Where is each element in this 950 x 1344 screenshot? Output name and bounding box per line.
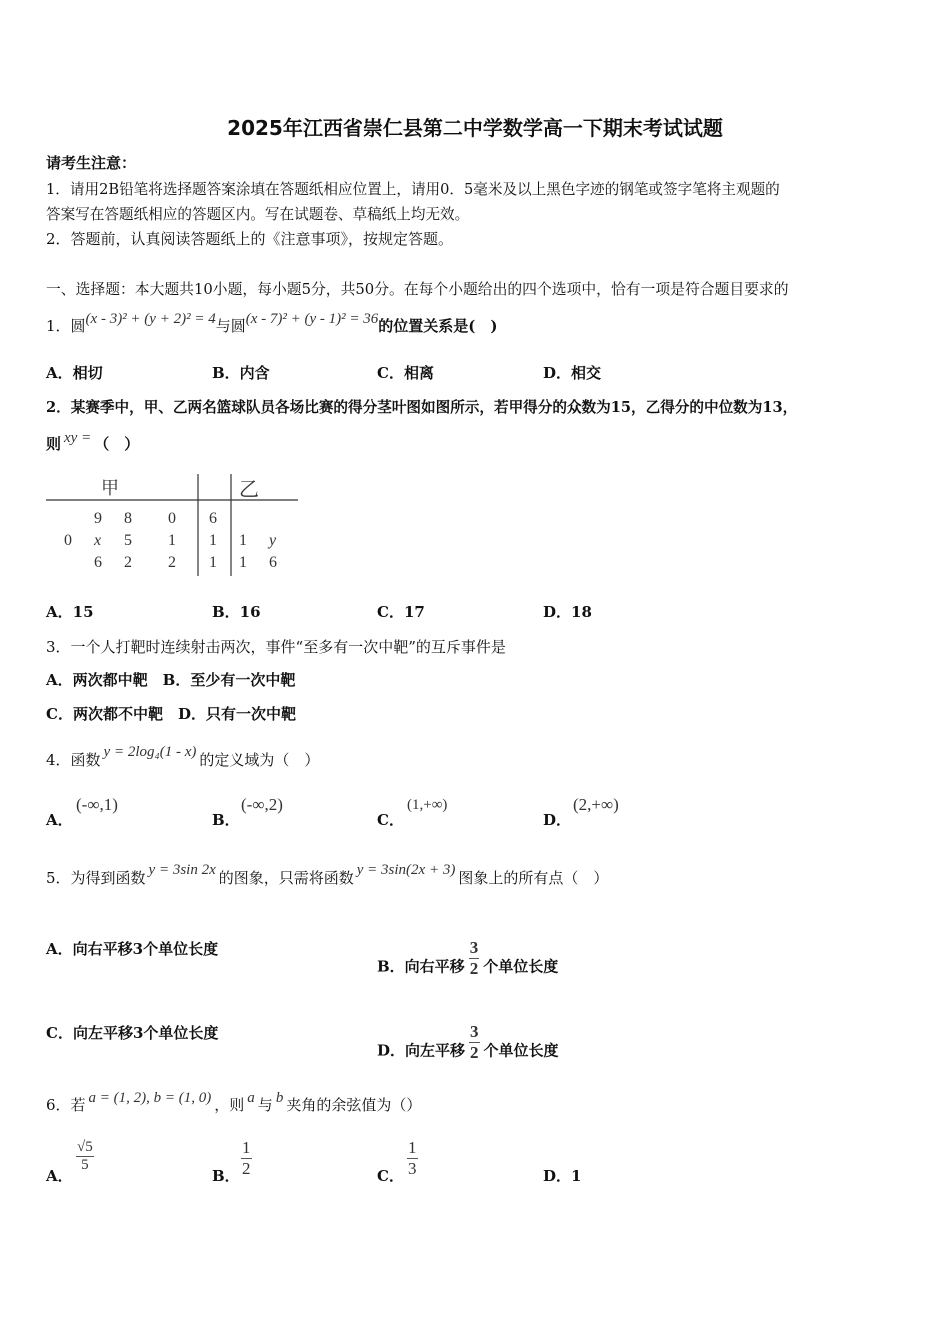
q4-answer-a: (-∞,1) [76, 795, 118, 814]
leaf-right: 1 [239, 554, 247, 571]
q4-pre: 4．函数 [46, 751, 101, 769]
q5-option-b [377, 938, 558, 978]
notice-heading: 请考生注意： [46, 154, 137, 172]
q2-option-c: C．17 [377, 603, 425, 621]
frac-numerator: 1 [408, 1138, 417, 1157]
leaf-left: 8 [124, 510, 132, 527]
leaf-right-y: y [269, 532, 277, 549]
q6-b: b [275, 1090, 284, 1106]
q6-option-d: D．1 [543, 1167, 582, 1185]
q4-answer-c: (1,+∞) [407, 797, 448, 813]
q4-formula: y = 2log₄(1 - x) [103, 744, 197, 760]
q2-option-a: A．15 [46, 603, 94, 621]
notice-line-1b: 答案写在答题纸相应的答题区内。写在试题卷、草稿纸上均无效。 [46, 206, 470, 223]
stem: 2 [168, 554, 176, 571]
q5-d-pre: D．向左平移 [377, 1041, 466, 1060]
q5-pre: 5．为得到函数 [46, 869, 146, 887]
q2-option-d: D．18 [543, 603, 592, 621]
page-title: 2025年江西省崇仁县第二中学数学高一下期末考试试题 [227, 116, 723, 140]
notice-line-1a: 1．请用2B铅笔将选择题答案涂填在答题纸相应位置上，请用0．5毫米及以上黑色字迹的钢笔或签字笔将主观题的 [46, 181, 780, 198]
q6-answer-b [241, 1138, 252, 1178]
q3-options-row-2: C．两次都不中靶 D．只有一次中靶 [46, 705, 296, 723]
question-4 [46, 744, 320, 770]
q4-label-a: A． [46, 811, 73, 829]
header-jia: 甲 [101, 478, 119, 498]
q5-b-fraction [469, 938, 480, 978]
q6-pre: 6．若 [46, 1096, 86, 1114]
leaf-right: 6 [269, 554, 277, 571]
q6-a: a [247, 1090, 255, 1106]
q1-mid: 与圆 [215, 317, 246, 335]
frac-denominator: 2 [469, 958, 479, 978]
q4-label-c: C． [377, 811, 404, 829]
q1-post: 的位置关系是( ) [378, 317, 498, 335]
q1-option-d: D．相交 [543, 364, 602, 382]
q2-formula: xy = [64, 430, 92, 446]
stem: 1 [168, 532, 176, 549]
q4-answer-d: (2,+∞) [573, 795, 619, 814]
frac-numerator: 3 [470, 1022, 479, 1041]
leaf-left: 9 [94, 510, 102, 527]
q2-ze: 则 [46, 435, 62, 453]
q4-post: 的定义域为（ ） [199, 751, 320, 769]
q1-circle-2: (x - 7)² + (y - 1)² = 36 [245, 311, 379, 327]
q5-formula-2: y = 3sin(2x + 3) [356, 862, 456, 878]
q5-b-pre: B．向右平移 [377, 957, 465, 976]
q4-label-d: D． [543, 811, 572, 829]
frac-denominator: 5 [81, 1157, 89, 1174]
leaf-right: 1 [209, 532, 217, 549]
question-5 [46, 862, 609, 888]
frac-numerator: 1 [242, 1138, 251, 1157]
q5-mid: 的图象，只需将函数 [218, 869, 354, 887]
q3-options-row-1: A．两次都中靶 B．至少有一次中靶 [46, 671, 296, 689]
stem: 0 [168, 510, 176, 527]
q6-answer-c [407, 1138, 418, 1178]
q1-option-b: B．内含 [212, 364, 270, 382]
q6-label-b: B． [212, 1167, 240, 1185]
q5-formula-1: y = 3sin 2x [148, 862, 216, 878]
q1-circle-1: (x - 3)² + (y + 2)² = 4 [85, 311, 216, 327]
leaf-right: 1 [239, 532, 247, 549]
question-3: 3．一个人打靶时连续射击两次，事件“至多有一次中靶”的互斥事件是 [46, 638, 506, 656]
q1-option-a: A．相切 [46, 364, 103, 382]
q2-option-b: B．16 [212, 603, 261, 621]
q6-mid2: 与 [257, 1096, 273, 1114]
q5-b-unit: 个单位长度 [483, 957, 559, 976]
leaf-right: 1 [209, 554, 217, 571]
q6-answer-a [76, 1139, 94, 1175]
q2-line-2 [46, 430, 140, 454]
question-2: 2．某赛季中，甲、乙两名篮球队员各场比赛的得分茎叶图如图所示，若甲得分的众数为15，乙得分的中位数为13， [46, 399, 798, 416]
q6-label-a: A． [46, 1167, 73, 1185]
q5-option-d [377, 1022, 559, 1062]
q6-vectors: a = (1, 2), b = (1, 0) [88, 1090, 212, 1106]
notice-line-2: 2．答题前，认真阅读答题纸上的《注意事项》，按规定答题。 [46, 230, 454, 248]
q6-label-c: C． [377, 1167, 404, 1185]
frac-denominator: 2 [470, 1042, 479, 1062]
q5-option-a: A．向右平移3个单位长度 [46, 940, 219, 958]
q1-option-c: C．相离 [377, 364, 434, 382]
q4-label-b: B． [212, 811, 240, 829]
q6-mid1: ，则 [214, 1096, 245, 1114]
q5-option-c: C．向左平移3个单位长度 [46, 1024, 219, 1042]
q5-d-fraction [469, 1022, 480, 1062]
frac-numerator: √5 [76, 1139, 94, 1157]
q1-pre: 1．圆 [46, 317, 86, 335]
stem-leaf-plot [44, 470, 304, 580]
q5-d-unit: 个单位长度 [483, 1041, 559, 1060]
leaf-left-x: x [94, 532, 102, 549]
leaf-left: 5 [124, 532, 132, 549]
question-1 [46, 311, 498, 336]
frac-denominator: 2 [242, 1158, 251, 1178]
section-heading: 一、选择题：本大题共10小题，每小题5分，共50分。在每个小题给出的四个选项中，恰有一项是符合题目要求的 [46, 281, 789, 298]
q5-post: 图象上的所有点（ ） [458, 869, 609, 887]
frac-denominator: 3 [408, 1158, 417, 1178]
leaf-right: 6 [209, 510, 217, 527]
question-6 [46, 1090, 422, 1115]
frac-numerator: 3 [469, 938, 479, 957]
q2-paren: （ ） [94, 435, 140, 453]
leaf-left: 6 [94, 554, 102, 571]
leaf-left: 2 [124, 554, 132, 571]
q4-answer-b: (-∞,2) [241, 795, 283, 814]
header-yi: 乙 [239, 479, 259, 501]
leaf-left: 0 [64, 532, 72, 549]
q6-post: 夹角的余弦值为（） [286, 1096, 422, 1114]
